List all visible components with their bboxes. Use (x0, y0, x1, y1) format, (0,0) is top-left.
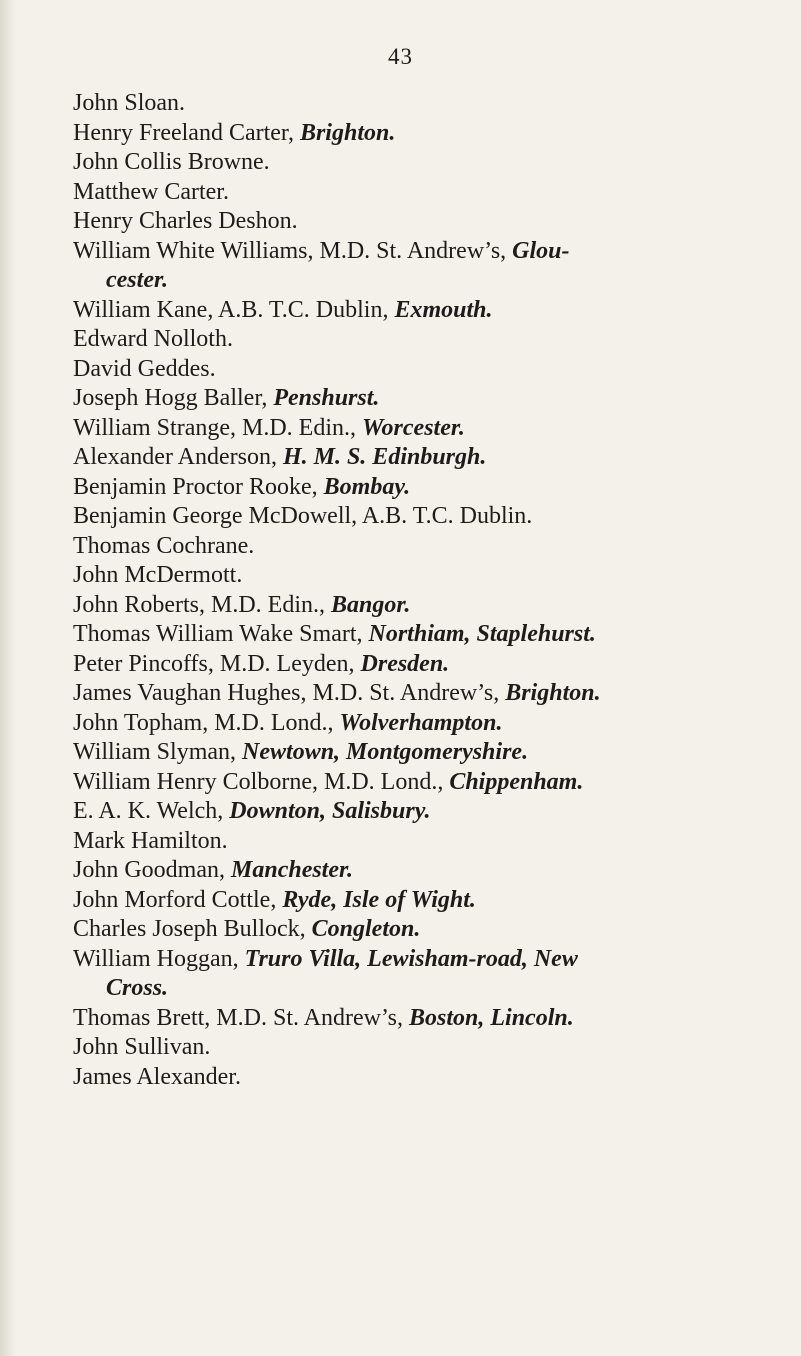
entry-name: William Strange, M.D. Edin., (73, 414, 362, 441)
entry-name: Charles Joseph Bullock, (73, 916, 312, 942)
entry-place: Brighton. (505, 680, 601, 706)
entry-name: David Geddes. (73, 355, 216, 382)
list-item (73, 119, 783, 149)
entry-name: John McDermott. (73, 562, 243, 588)
entry-name: Alexander Anderson, (73, 444, 283, 470)
entry-name: Henry Charles Deshon. (73, 208, 298, 234)
list-item (73, 1004, 783, 1034)
entry-name: Peter Pincoffs, M.D. Leyden, (73, 650, 361, 677)
list-item (73, 148, 783, 178)
entry-name: Benjamin Proctor Rooke, (73, 473, 324, 500)
entry-place: Dresden. (360, 650, 450, 677)
list-item (73, 650, 783, 680)
entry-name: E. A. K. Welch, (73, 798, 230, 824)
list-item (73, 886, 783, 916)
entry-place: Ryde, Isle of Wight. (282, 886, 476, 913)
page-number: 43 (388, 44, 413, 69)
list-item (73, 207, 783, 237)
list-item (73, 945, 783, 975)
list-item (73, 89, 783, 119)
entry-name: John Sloan. (73, 90, 186, 116)
entry-place: Downton, Salisbury. (229, 798, 431, 824)
entry-name: John Roberts, M.D. Edin., (73, 591, 331, 618)
list-item (73, 915, 783, 945)
list-item (73, 856, 783, 886)
entry-name: James Alexander. (73, 1063, 241, 1090)
entry-name: Thomas William Wake Smart, (73, 621, 369, 647)
entry-name: James Vaughan Hughes, M.D. St. Andrew’s, (73, 680, 506, 706)
entry-place: Penshurst. (273, 385, 380, 411)
list-item (73, 355, 783, 385)
list-item (73, 679, 783, 709)
page-edge-shadow (0, 0, 16, 1356)
entry-name: Henry Freeland Carter, (73, 119, 300, 146)
entry-place: Truro Villa, Lewisham-road, New (244, 945, 578, 972)
list-item (73, 591, 783, 621)
list-item (73, 443, 783, 473)
entry-name: Thomas Brett, M.D. St. Andrew’s, (73, 1004, 409, 1031)
entry-name: William Hoggan, (73, 945, 245, 972)
entry-name: William White Williams, M.D. St. Andrew’s, (73, 237, 513, 264)
entry-place: Bangor. (331, 591, 411, 618)
entry-place: Cross. (106, 975, 169, 1001)
list-item (73, 296, 783, 326)
entry-place: H. M. S. Edinburgh. (282, 444, 487, 470)
list-item (73, 827, 783, 857)
entry-place: Northiam, Staplehurst. (368, 621, 596, 647)
entry-place: Congleton. (311, 916, 421, 942)
entry-place: Manchester. (231, 857, 354, 883)
list-item (73, 325, 783, 355)
entry-place: Chippenham. (449, 768, 584, 795)
list-item (73, 738, 783, 768)
list-item (73, 473, 783, 503)
member-list (73, 89, 783, 1092)
entry-place: Glou- (512, 237, 570, 264)
list-item (73, 237, 783, 267)
list-item (73, 620, 783, 650)
entry-name: John Topham, M.D. Lond., (73, 709, 340, 736)
list-item (73, 384, 783, 414)
entry-place: Wolverhampton. (339, 709, 503, 736)
entry-place: Brighton. (299, 119, 396, 146)
list-item-continuation (73, 266, 783, 296)
entry-name: John Collis Browne. (73, 149, 270, 175)
list-item (73, 1033, 783, 1063)
entry-name: Matthew Carter. (73, 178, 229, 205)
entry-name: William Slyman, (73, 739, 243, 765)
entry-name: Joseph Hogg Baller, (73, 385, 274, 411)
entry-name: Thomas Cochrane. (73, 532, 255, 559)
list-item (73, 178, 783, 208)
entry-place: cester. (106, 267, 168, 293)
entry-place: Exmouth. (394, 296, 493, 323)
list-item (73, 502, 783, 532)
entry-name: Mark Hamilton. (73, 827, 228, 854)
entry-place: Bombay. (323, 473, 411, 500)
entry-place: Worcester. (362, 414, 465, 441)
list-item (73, 1063, 783, 1093)
entry-name: John Morford Cottle, (73, 886, 283, 913)
list-item-continuation (73, 974, 783, 1004)
list-item (73, 532, 783, 562)
entry-name: William Henry Colborne, M.D. Lond., (73, 768, 450, 795)
entry-name: Benjamin George McDowell, A.B. T.C. Dublin. (73, 503, 533, 529)
entry-name: Edward Nolloth. (73, 326, 233, 352)
entry-name: John Sullivan. (73, 1034, 211, 1060)
list-item (73, 561, 783, 591)
list-item (73, 709, 783, 739)
list-item (73, 768, 783, 798)
entry-place: Newtown, Montgomeryshire. (242, 739, 529, 765)
entry-name: John Goodman, (73, 857, 231, 883)
list-item (73, 414, 783, 444)
entry-place: Boston, Lincoln. (409, 1004, 574, 1031)
entry-name: William Kane, A.B. T.C. Dublin, (73, 296, 395, 323)
list-item (73, 797, 783, 827)
